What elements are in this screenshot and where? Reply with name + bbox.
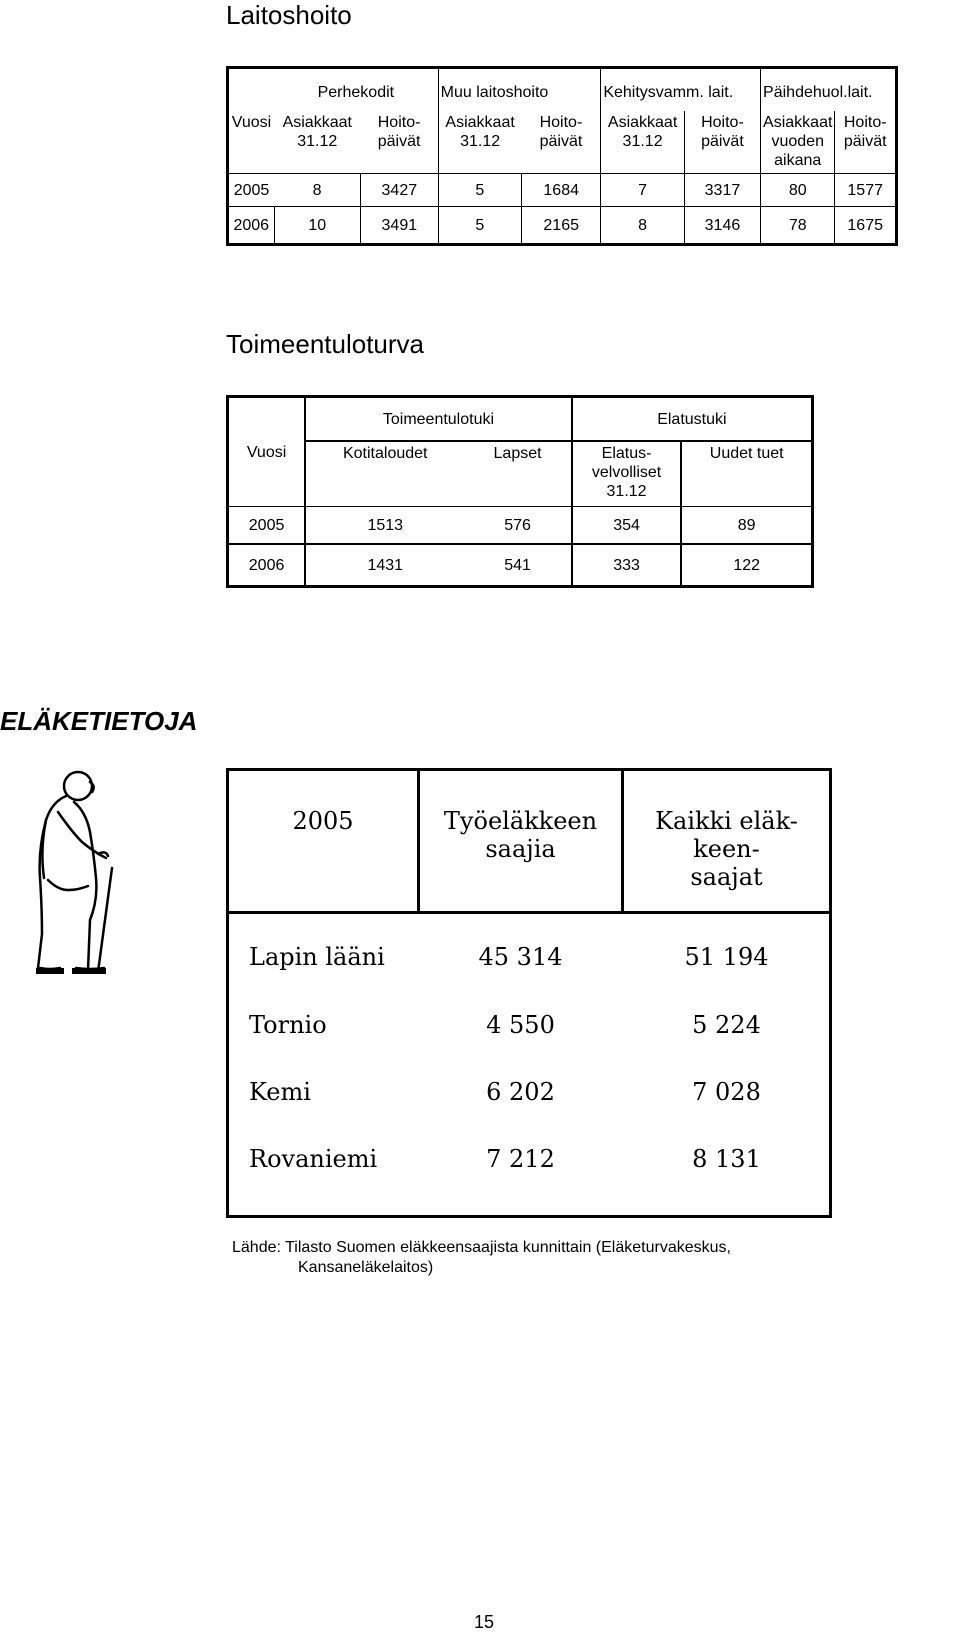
cell: 1513 [305,507,464,545]
group-muu-laitoshoito: Muu laitoshoito [438,68,601,112]
region-label: Kemi [249,1078,311,1106]
cell: 333 [572,544,682,587]
group-perhekodit: Perhekodit [317,83,395,101]
cell: 2006 [228,207,275,245]
header-vuosi: Vuosi [246,444,287,461]
toimeentuloturva-title: Toimeentuloturva [226,329,424,359]
cell: 1431 [305,544,464,587]
header-hoitopaivat: Hoito- päivät [835,111,897,174]
header-uudet-tuet: Uudet tuet [709,445,784,462]
cell: 80 [761,174,835,207]
cell: 1577 [835,174,897,207]
value-kaikki: 51 194 [684,943,769,971]
cell: 10 [274,207,360,245]
table-row [228,174,897,207]
table-row [228,207,897,245]
region-label: Rovaniemi [249,1145,378,1173]
header-elatusvelvolliset: Elatus- velvolliset 31.12 [572,441,682,507]
cell: 8 [274,174,360,207]
elderly-man-illustration [18,762,128,978]
table-row [228,507,813,545]
header-vuosi: Vuosi [231,114,272,131]
cell: 5 [438,207,521,245]
page-number: 15 [474,1612,495,1632]
region-label: Tornio [249,1011,327,1039]
header-year: 2005 [292,807,354,835]
cell: 354 [572,507,682,545]
elake-table [226,768,832,1218]
cell: 3146 [684,207,760,245]
group-kehitysvamm: Kehitysvamm. lait. [601,68,761,112]
cell: 2005 [228,507,306,545]
cell: 3491 [360,207,438,245]
toimeentuloturva-table [226,395,814,588]
cell: 3427 [360,174,438,207]
cell: 122 [681,544,812,587]
cell: 7 [601,174,685,207]
header-kotitaloudet: Kotitaloudet [305,441,464,507]
source-note: Lähde: Tilasto Suomen eläkkeensaajista kunnittain (Eläketurvakeskus, Kansaneläkelaitos) [232,1239,731,1276]
cell: 2165 [522,207,601,245]
cell: 8 [601,207,685,245]
value-kaikki: 5 224 [692,1011,761,1039]
header-asiakkaat: Asiakkaat 31.12 [438,111,521,174]
header-tyoelakkeen-saajia: Työeläkkeen saajia [443,807,598,863]
value-tyoelake: 7 212 [486,1145,555,1173]
value-tyoelake: 4 550 [486,1011,555,1039]
cell: 541 [464,544,571,587]
header-asiakkaat-vuoden: Asiakkaat vuoden aikana [761,111,835,174]
table-row [228,544,813,587]
value-tyoelake: 45 314 [478,943,563,971]
value-kaikki: 8 131 [692,1145,761,1173]
region-label: Lapin lääni [249,943,385,971]
header-hoitopaivat: Hoito- päivät [377,114,421,150]
cell: 78 [761,207,835,245]
cell: 2005 [228,174,275,207]
cell: 576 [464,507,571,545]
header-asiakkaat: Asiakkaat 31.12 [601,111,685,174]
group-elatustuki: Elatustuki [572,397,813,442]
header-lapset: Lapset [493,445,542,462]
group-paihdehuol: Päihdehuol.lait. [761,68,897,112]
cell: 5 [438,174,521,207]
laitoshoito-title: Laitoshoito [226,0,352,30]
elaketietoja-title: ELÄKETIETOJA [0,706,198,736]
value-tyoelake: 6 202 [486,1078,555,1106]
cell: 1675 [835,207,897,245]
group-toimeentulotuki: Toimeentulotuki [305,397,572,442]
header-kaikki-elakkeensaajat: Kaikki eläk- keen- saajat [655,807,798,891]
laitoshoito-table [226,66,898,246]
value-kaikki: 7 028 [692,1078,761,1106]
header-hoitopaivat: Hoito- päivät [684,111,760,174]
cell: 1684 [522,174,601,207]
cell: 2006 [228,544,306,587]
cell: 89 [681,507,812,545]
header-hoitopaivat: Hoito- päivät [539,114,583,150]
header-asiakkaat: Asiakkaat 31.12 [282,114,352,150]
cell: 3317 [684,174,760,207]
